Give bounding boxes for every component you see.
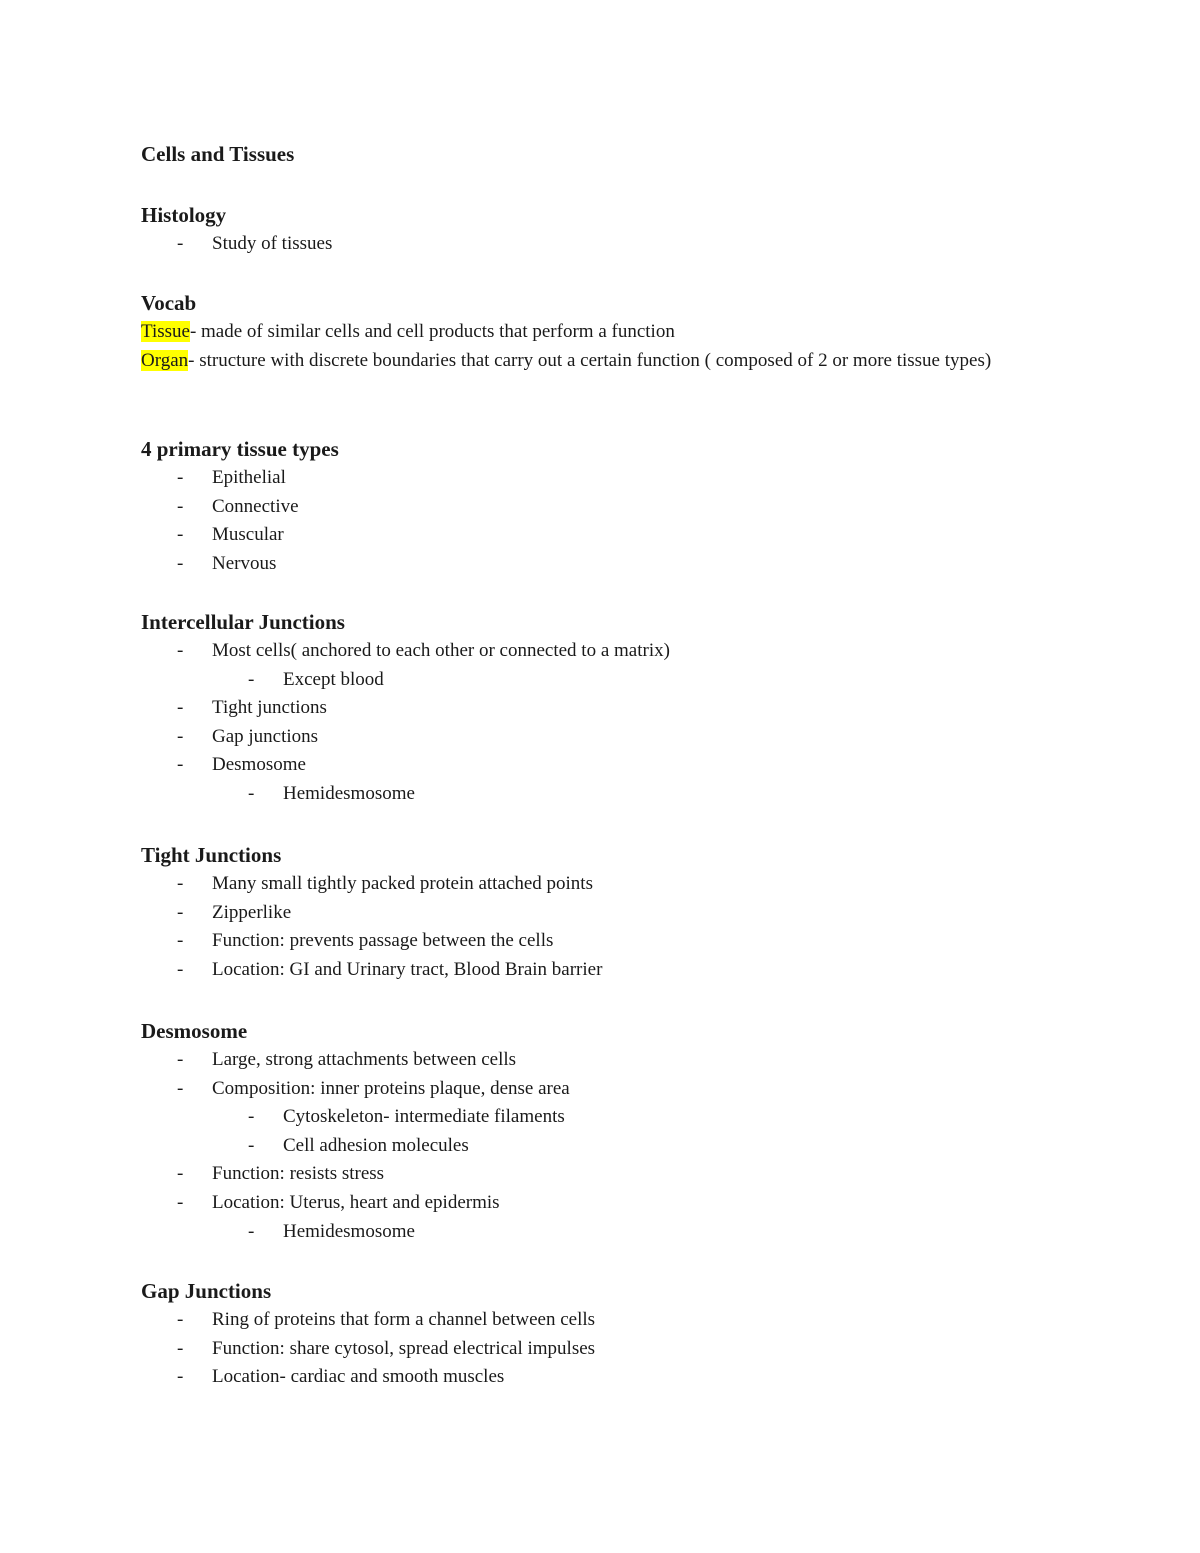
bullet-dash: -: [177, 1049, 184, 1070]
list-item: [141, 927, 1061, 956]
section-heading: 4 primary tissue types: [141, 437, 339, 461]
section-primary-tissue-types: [141, 435, 1061, 578]
bullet-dash: -: [177, 1077, 184, 1099]
list-item: [141, 521, 1061, 550]
bullet-dash: -: [177, 640, 184, 661]
bullet-dash: -: [177, 495, 184, 517]
term-definition: - made of similar cells and cell products that perform a function: [189, 321, 675, 342]
list-item: [141, 899, 1061, 928]
section-heading: Desmosome: [141, 1019, 248, 1043]
sub-list-item: [141, 780, 1061, 809]
list-item-text: Hemidesmosome: [283, 782, 415, 804]
vocab-organ: [141, 347, 1056, 376]
bullet-dash: -: [248, 668, 255, 690]
list-item: [141, 1046, 1061, 1075]
bullet-dash: -: [177, 697, 184, 719]
list-item: [141, 637, 1061, 666]
section-vocab: [141, 289, 1061, 375]
bullet-dash: -: [177, 1366, 184, 1388]
list-item: [141, 230, 1061, 259]
section-heading: Histology: [141, 203, 227, 227]
list-item-text: Many small tightly packed protein attached points: [212, 873, 593, 894]
bullet-dash: -: [177, 1337, 184, 1359]
list-item: [141, 1160, 1061, 1189]
list-item: [141, 751, 1061, 780]
bullet-dash: -: [177, 958, 184, 980]
list-item-text: Zipperlike: [212, 901, 292, 923]
list-item-text: Muscular: [212, 524, 284, 546]
list-item-text: Most cells( anchored to each other or connected to a matrix): [212, 640, 670, 661]
sub-list-item: [141, 666, 1061, 695]
list-item: [141, 956, 1061, 985]
list-item-text: Function: resists stress: [212, 1163, 385, 1185]
list-item: [141, 493, 1061, 522]
section-desmosome: [141, 1017, 1061, 1246]
list-item-text: Desmosome: [212, 754, 306, 776]
bullet-dash: -: [177, 930, 184, 952]
list-item-text: Cytoskeleton- intermediate filaments: [283, 1106, 565, 1128]
list-item: [141, 694, 1061, 723]
bullet-dash: -: [177, 873, 184, 894]
bullet-dash: -: [177, 1191, 184, 1213]
list-item-text: Hemidesmosome: [283, 1220, 415, 1242]
section-heading: Tight Junctions: [141, 843, 282, 867]
list-item-text: Epithelial: [212, 467, 286, 488]
section-heading: Gap Junctions: [141, 1279, 272, 1303]
list-item: [141, 870, 1061, 899]
list-item-text: Cell adhesion molecules: [283, 1134, 469, 1156]
section-heading: Vocab: [141, 291, 197, 315]
section-gap-junctions: [141, 1277, 1061, 1392]
bullet-dash: -: [177, 725, 184, 747]
bullet-dash: -: [248, 1106, 255, 1128]
section-histology: [141, 201, 1061, 259]
list-item-text: Connective: [212, 495, 299, 517]
list-item-text: Function: share cytosol, spread electrical impulses: [212, 1337, 596, 1359]
list-item: [141, 1306, 1061, 1335]
list-item-text: Function: prevents passage between the cells: [212, 930, 554, 952]
list-item: [141, 1363, 1061, 1392]
list-item: [141, 464, 1061, 493]
section-tight-junctions: [141, 841, 1061, 984]
bullet-dash: -: [177, 467, 184, 488]
term-highlight: Organ: [141, 349, 189, 371]
document-title: Cells and Tissues: [141, 142, 295, 166]
bullet-dash: -: [248, 782, 255, 804]
sub-list-item: [141, 1103, 1061, 1132]
list-item-text: Study of tissues: [212, 233, 333, 254]
list-item: [141, 550, 1061, 579]
vocab-tissue: [141, 318, 1056, 347]
bullet-dash: -: [177, 552, 184, 574]
bullet-dash: -: [177, 901, 184, 923]
section-heading: Intercellular Junctions: [141, 610, 345, 634]
term-highlight: Tissue: [141, 321, 190, 342]
list-item-text: Gap junctions: [212, 725, 319, 747]
list-item-text: Ring of proteins that form a channel between cells: [212, 1309, 596, 1330]
term-definition: - structure with discrete boundaries that carry out a certain function ( composed of 2 or more tissue types): [188, 349, 992, 371]
bullet-dash: -: [177, 1163, 184, 1185]
bullet-dash: -: [248, 1220, 255, 1242]
list-item-text: Tight junctions: [212, 697, 327, 719]
list-item: [141, 1075, 1061, 1104]
bullet-dash: -: [177, 1309, 184, 1330]
list-item-text: Location- cardiac and smooth muscles: [212, 1366, 505, 1388]
list-item: [141, 1189, 1061, 1218]
list-item-text: Location: GI and Urinary tract, Blood Brain barrier: [212, 958, 603, 980]
sub-list-item: [141, 1132, 1061, 1161]
bullet-dash: -: [177, 524, 184, 546]
list-item-text: Except blood: [283, 668, 384, 690]
bullet-dash: -: [177, 233, 184, 254]
list-item-text: Nervous: [212, 552, 277, 574]
list-item: [141, 1335, 1061, 1364]
section-intercellular-junctions: [141, 608, 1061, 809]
list-item: [141, 723, 1061, 752]
list-item-text: Location: Uterus, heart and epidermis: [212, 1191, 500, 1213]
bullet-dash: -: [177, 754, 184, 776]
list-item-text: Large, strong attachments between cells: [212, 1049, 517, 1070]
list-item-text: Composition: inner proteins plaque, dense area: [212, 1077, 570, 1099]
bullet-dash: -: [248, 1134, 255, 1156]
sub-list-item: [141, 1218, 1061, 1247]
